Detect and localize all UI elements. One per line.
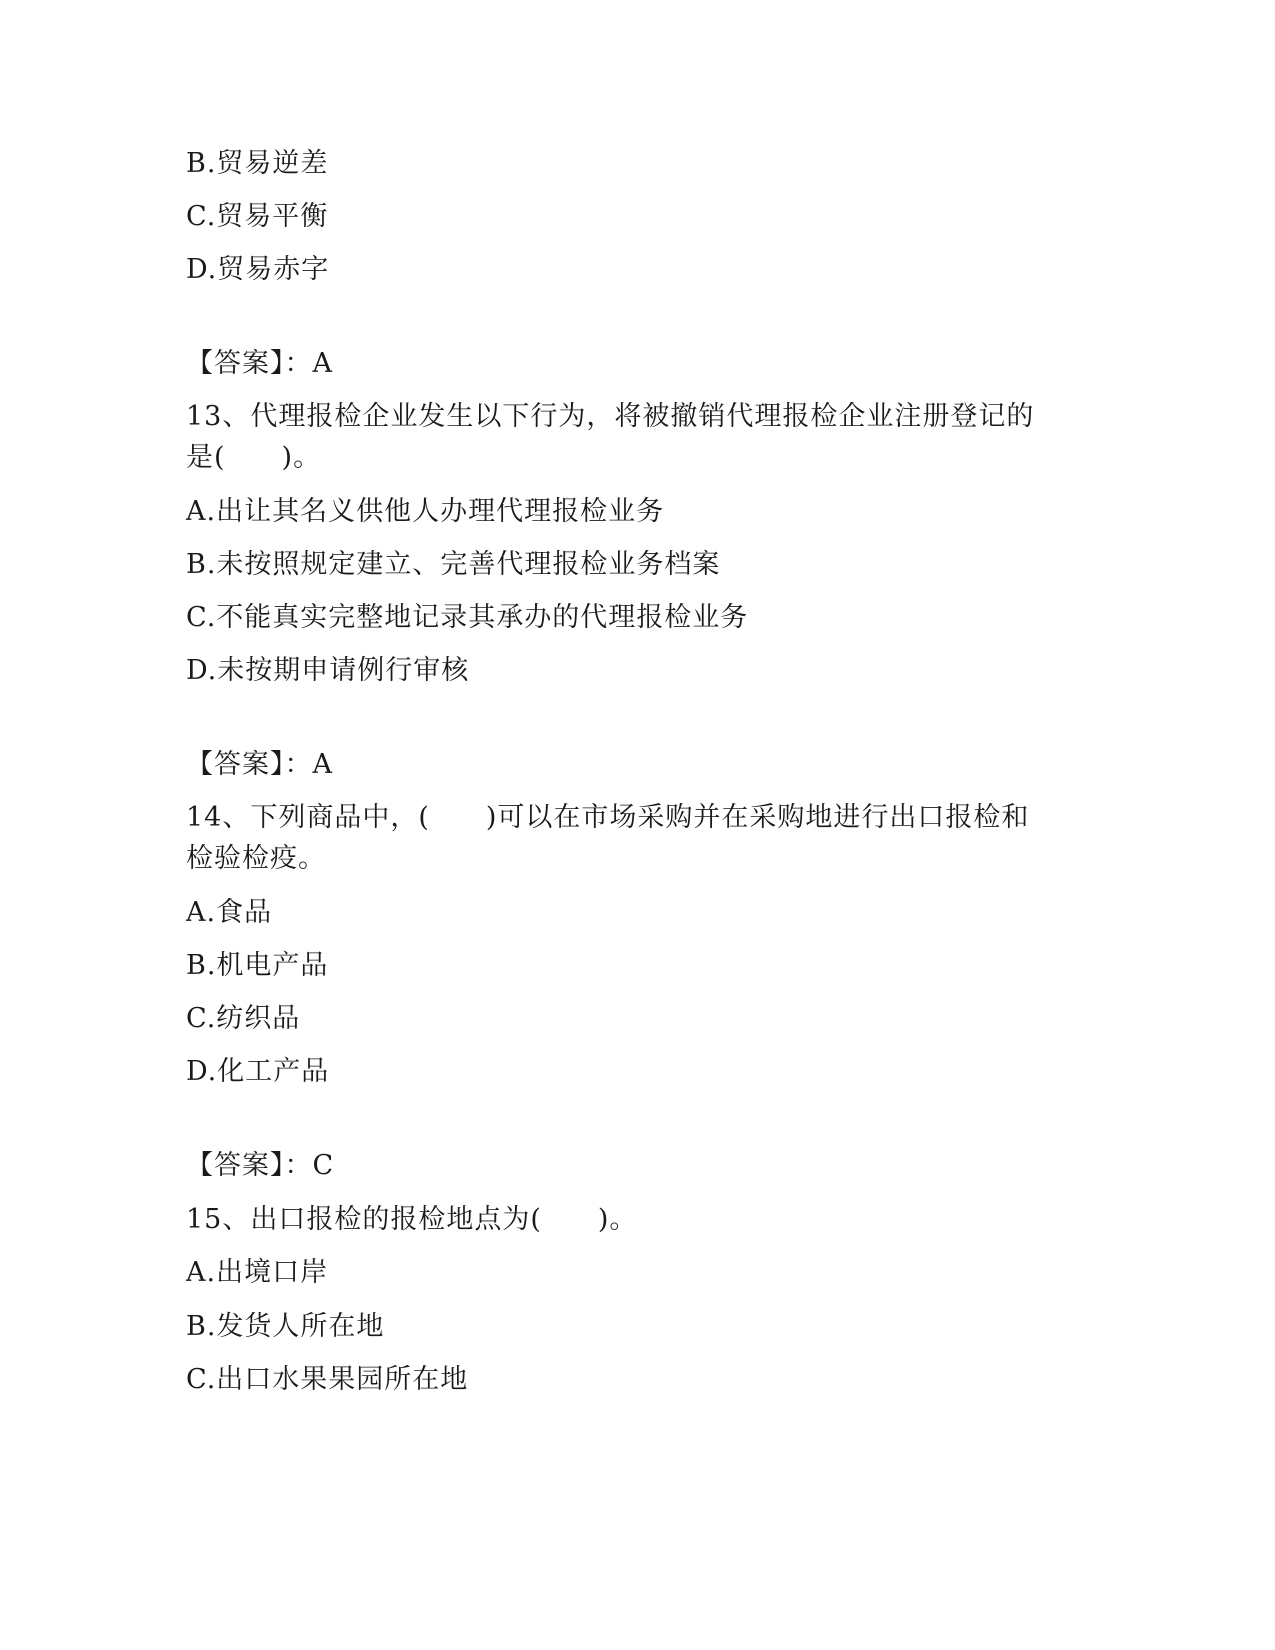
q15-stem-line1: 15、出口报检的报检地点为( )。 — [186, 1204, 638, 1235]
q14-option-a: A.食品 — [186, 897, 273, 928]
q13-option-a: A.出让其名义供他人办理代理报检业务 — [186, 496, 665, 527]
q13-answer: 【答案】：A — [186, 749, 333, 780]
q13-option-b: B.未按照规定建立、完善代理报检业务档案 — [186, 549, 721, 580]
q15-option-a: A.出境口岸 — [186, 1257, 329, 1288]
q14-stem-line2: 检验检疫。 — [186, 843, 326, 874]
prev-option-d: D.贸易赤字 — [186, 254, 330, 285]
q13-option-c: C.不能真实完整地记录其承办的代理报检业务 — [186, 602, 749, 633]
q14-option-d: D.化工产品 — [186, 1056, 330, 1087]
q14-option-b: B.机电产品 — [186, 950, 329, 981]
q13-stem-line2: 是( )。 — [186, 442, 322, 473]
q15-option-b: B.发货人所在地 — [186, 1311, 385, 1342]
q15-option-c: C.出口水果果园所在地 — [186, 1364, 469, 1395]
prev-option-b: B.贸易逆差 — [186, 148, 329, 179]
q14-stem-line1: 14、下列商品中，( )可以在市场采购并在采购地进行出口报检和 — [186, 802, 1030, 833]
prev-option-c: C.贸易平衡 — [186, 201, 329, 232]
q13-stem-line1: 13、代理报检企业发生以下行为，将被撤销代理报检企业注册登记的 — [186, 401, 1035, 432]
prev-answer: 【答案】：A — [186, 348, 333, 379]
q14-answer: 【答案】：C — [186, 1150, 335, 1181]
q14-option-c: C.纺织品 — [186, 1003, 301, 1034]
q13-option-d: D.未按期申请例行审核 — [186, 655, 470, 686]
